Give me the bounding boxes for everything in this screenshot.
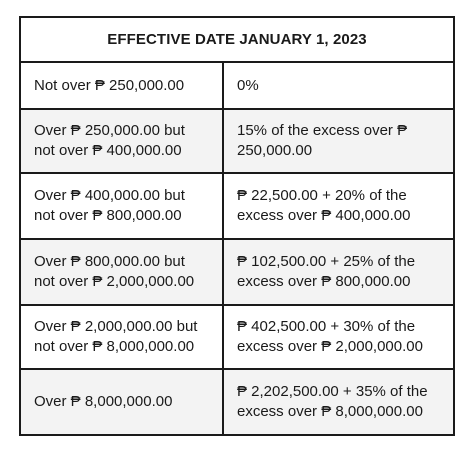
income-bracket-cell [21,63,224,108]
tax-rate-text: 0% [237,76,259,94]
table-row [21,306,453,370]
income-bracket-cell [21,174,224,238]
tax-rate-text: ₱ 22,500.00 + 20% of the excess over ₱ 400,000.00 [237,187,411,224]
table-row [21,240,453,306]
income-bracket-text: Over ₱ 800,000.00 but not over ₱ 2,000,000.00 [34,253,195,290]
income-bracket-text: Not over ₱ 250,000.00 [34,76,185,94]
income-bracket-cell [21,110,224,172]
table-row [21,370,453,434]
income-bracket-cell [21,306,224,368]
tax-rate-text: ₱ 102,500.00 + 25% of the excess over ₱ 800,000.00 [237,253,416,290]
tax-rate-text: ₱ 2,202,500.00 + 35% of the excess over ₱ 8,000,000.00 [237,383,428,420]
tax-rate-cell [224,110,453,172]
table-row [21,110,453,174]
income-bracket-text: Over ₱ 250,000.00 but not over ₱ 400,000.00 [34,122,185,159]
tax-rate-cell [224,63,453,108]
tax-rate-text: ₱ 402,500.00 + 30% of the excess over ₱ 2,000,000.00 [237,318,423,355]
income-bracket-text: Over ₱ 2,000,000.00 but not over ₱ 8,000,000.00 [34,318,198,355]
table-row [21,174,453,240]
tax-rate-cell [224,240,453,304]
income-bracket-cell [21,240,224,304]
tax-rate-cell [224,370,453,434]
income-bracket-text: Over ₱ 8,000,000.00 [34,393,173,410]
table-row [21,63,453,110]
tax-rate-cell [224,174,453,238]
tax-rate-text: 15% of the excess over ₱ 250,000.00 [237,122,408,159]
income-bracket-text: Over ₱ 400,000.00 but not over ₱ 800,000.00 [34,187,185,224]
tax-rate-cell [224,306,453,368]
income-bracket-cell [21,370,224,434]
tax-rate-table [19,16,455,436]
effective-date-title: EFFECTIVE DATE JANUARY 1, 2023 [107,31,367,48]
table-header [21,18,453,63]
